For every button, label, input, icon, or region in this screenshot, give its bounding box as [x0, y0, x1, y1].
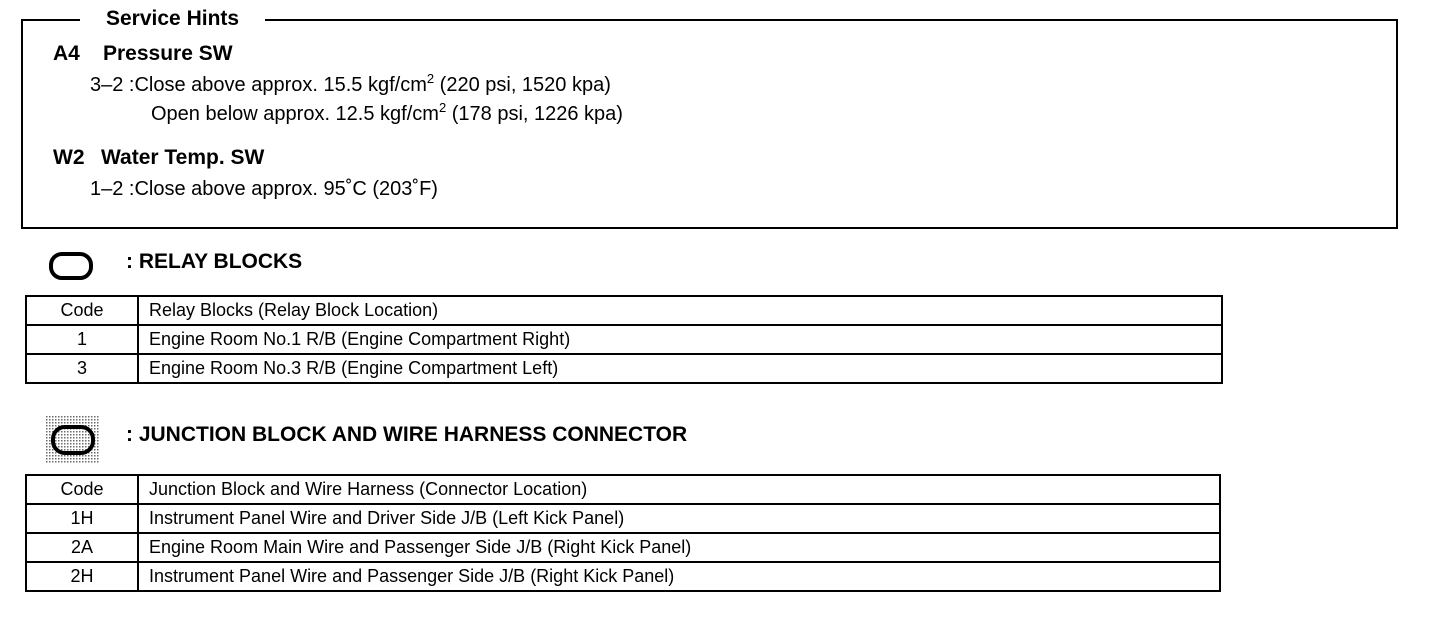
a4-open-superscript: 2 [438, 100, 447, 115]
a4-name: Pressure SW [103, 42, 233, 65]
a4-open-values: (178 psi, 1226 kpa) [446, 103, 623, 125]
row-description: Instrument Panel Wire and Driver Side J/B (Left Kick Panel) [138, 504, 1220, 533]
a4-close-text: Close above approx. 15.5 kgf/cm [134, 74, 427, 96]
description-header: Relay Blocks (Relay Block Location) [138, 296, 1222, 325]
junction-blocks-table [25, 474, 1221, 592]
row-code: 1 [26, 325, 138, 354]
row-code: 1H [26, 504, 138, 533]
table-row [26, 562, 1220, 591]
a4-close-superscript: 2 [426, 71, 435, 86]
a4-open-line [151, 101, 623, 127]
junction-block-symbol-icon [46, 416, 100, 464]
row-description: Engine Room No.1 R/B (Engine Compartment Right) [138, 325, 1222, 354]
w2-name: Water Temp. SW [101, 146, 265, 169]
a4-heading [53, 41, 233, 67]
a4-close-values: (220 psi, 1520 kpa) [434, 74, 611, 96]
row-description: Instrument Panel Wire and Passenger Side J/B (Right Kick Panel) [138, 562, 1220, 591]
a4-open-text: Open below approx. 12.5 kgf/cm [151, 103, 439, 125]
table-row [26, 325, 1222, 354]
table-header-row [26, 296, 1222, 325]
row-code: 2A [26, 533, 138, 562]
relay-blocks-table [25, 295, 1223, 384]
code-header: Code [26, 475, 138, 504]
relay-blocks-title: : RELAY BLOCKS [126, 250, 303, 273]
table-row [26, 354, 1222, 383]
w2-close-line [90, 176, 438, 202]
row-code: 3 [26, 354, 138, 383]
row-description: Engine Room Main Wire and Passenger Side J/B (Right Kick Panel) [138, 533, 1220, 562]
description-header: Junction Block and Wire Harness (Connector Location) [138, 475, 1220, 504]
w2-code: W2 [53, 146, 85, 169]
w2-heading [53, 145, 264, 171]
service-hints-title: Service Hints [80, 6, 265, 32]
row-description: Engine Room No.3 R/B (Engine Compartment Left) [138, 354, 1222, 383]
table-row [26, 504, 1220, 533]
junction-blocks-title: : JUNCTION BLOCK AND WIRE HARNESS CONNECTOR [126, 423, 688, 446]
w2-close-text: Close above approx. 95˚C (203˚F) [134, 178, 438, 200]
code-header: Code [26, 296, 138, 325]
table-row [26, 533, 1220, 562]
a4-code: A4 [53, 42, 80, 65]
a4-pins: 3–2 : [90, 74, 135, 96]
table-header-row [26, 475, 1220, 504]
w2-pins: 1–2 : [90, 178, 135, 200]
relay-block-symbol-icon [48, 250, 94, 282]
a4-close-line [90, 72, 611, 98]
row-code: 2H [26, 562, 138, 591]
